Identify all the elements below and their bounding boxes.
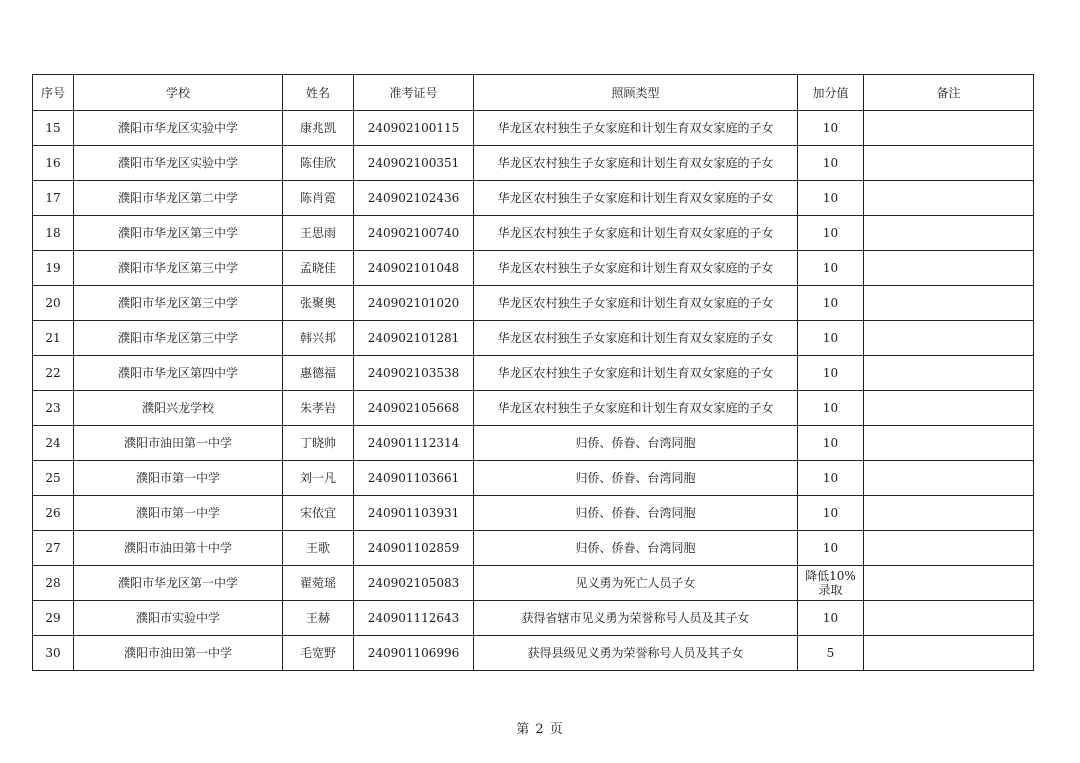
table-row: [33, 356, 1034, 391]
cell-index: 23: [33, 391, 74, 426]
cell-exam-number: 240902101048: [354, 251, 474, 286]
cell-name: 张聚奥: [283, 286, 354, 321]
cell-care-type: 华龙区农村独生子女家庭和计划生育双女家庭的子女: [474, 356, 798, 391]
cell-index: 15: [33, 111, 74, 146]
cell-exam-number: 240901106996: [354, 636, 474, 671]
cell-index: 18: [33, 216, 74, 251]
cell-exam-number: 240902105083: [354, 566, 474, 601]
cell-exam-number: 240902101281: [354, 321, 474, 356]
cell-school: 濮阳市实验中学: [74, 601, 283, 636]
cell-remarks: [864, 356, 1034, 391]
table-row: [33, 181, 1034, 216]
cell-exam-number: 240901102859: [354, 531, 474, 566]
table-row: [33, 286, 1034, 321]
cell-remarks: [864, 391, 1034, 426]
cell-care-type: 归侨、侨眷、台湾同胞: [474, 426, 798, 461]
cell-remarks: [864, 251, 1034, 286]
cell-name: 孟晓佳: [283, 251, 354, 286]
cell-care-type: 华龙区农村独生子女家庭和计划生育双女家庭的子女: [474, 286, 798, 321]
cell-remarks: [864, 216, 1034, 251]
cell-school: 濮阳市华龙区第三中学: [74, 216, 283, 251]
cell-index: 24: [33, 426, 74, 461]
table-row: [33, 251, 1034, 286]
cell-name: 陈肖霓: [283, 181, 354, 216]
cell-bonus-value: 5: [798, 636, 864, 671]
cell-index: 29: [33, 601, 74, 636]
cell-remarks: [864, 461, 1034, 496]
cell-care-type: 归侨、侨眷、台湾同胞: [474, 531, 798, 566]
cell-remarks: [864, 601, 1034, 636]
cell-care-type: 见义勇为死亡人员子女: [474, 566, 798, 601]
cell-remarks: [864, 531, 1034, 566]
cell-name: 惠德福: [283, 356, 354, 391]
cell-index: 21: [33, 321, 74, 356]
cell-bonus-value: 10: [798, 531, 864, 566]
cell-care-type: 华龙区农村独生子女家庭和计划生育双女家庭的子女: [474, 111, 798, 146]
cell-care-type: 华龙区农村独生子女家庭和计划生育双女家庭的子女: [474, 251, 798, 286]
cell-bonus-value: 10: [798, 391, 864, 426]
cell-remarks: [864, 321, 1034, 356]
cell-exam-number: 240902101020: [354, 286, 474, 321]
cell-name: 王思雨: [283, 216, 354, 251]
cell-school: 濮阳市华龙区实验中学: [74, 146, 283, 181]
cell-care-type: 华龙区农村独生子女家庭和计划生育双女家庭的子女: [474, 321, 798, 356]
cell-bonus-value: 10: [798, 321, 864, 356]
cell-exam-number: 240902105668: [354, 391, 474, 426]
cell-exam-number: 240902100351: [354, 146, 474, 181]
cell-care-type: 归侨、侨眷、台湾同胞: [474, 496, 798, 531]
cell-exam-number: 240901112643: [354, 601, 474, 636]
table-row: [33, 601, 1034, 636]
cell-school: 濮阳兴龙学校: [74, 391, 283, 426]
cell-care-type: 华龙区农村独生子女家庭和计划生育双女家庭的子女: [474, 391, 798, 426]
cell-school: 濮阳市油田第一中学: [74, 426, 283, 461]
cell-bonus-value: 10: [798, 111, 864, 146]
table-header-row: [33, 75, 1034, 111]
cell-index: 16: [33, 146, 74, 181]
cell-name: 翟菀瑶: [283, 566, 354, 601]
cell-name: 丁晓帅: [283, 426, 354, 461]
header-bonus-value: 加分值: [798, 75, 864, 111]
cell-index: 30: [33, 636, 74, 671]
header-index: 序号: [33, 75, 74, 111]
cell-remarks: [864, 496, 1034, 531]
cell-remarks: [864, 636, 1034, 671]
table-row: [33, 146, 1034, 181]
table-row: [33, 216, 1034, 251]
cell-name: 王赫: [283, 601, 354, 636]
table-row: [33, 111, 1034, 146]
page-number: 第 2 页: [516, 722, 564, 737]
cell-care-type: 华龙区农村独生子女家庭和计划生育双女家庭的子女: [474, 216, 798, 251]
table-body: [33, 111, 1034, 671]
cell-bonus-value: 10: [798, 496, 864, 531]
cell-name: 康兆凯: [283, 111, 354, 146]
cell-index: 22: [33, 356, 74, 391]
cell-bonus-value: 10: [798, 286, 864, 321]
cell-remarks: [864, 146, 1034, 181]
table-row: [33, 321, 1034, 356]
cell-index: 19: [33, 251, 74, 286]
table-row: [33, 566, 1034, 601]
cell-index: 20: [33, 286, 74, 321]
cell-school: 濮阳市华龙区第三中学: [74, 286, 283, 321]
header-school: 学校: [74, 75, 283, 111]
cell-remarks: [864, 286, 1034, 321]
cell-name: 刘一凡: [283, 461, 354, 496]
cell-school: 濮阳市第一中学: [74, 461, 283, 496]
cell-care-type: 获得省辖市见义勇为荣誉称号人员及其子女: [474, 601, 798, 636]
cell-remarks: [864, 181, 1034, 216]
score-bonus-table: [32, 74, 1034, 671]
cell-index: 17: [33, 181, 74, 216]
table-row: [33, 636, 1034, 671]
cell-care-type: 华龙区农村独生子女家庭和计划生育双女家庭的子女: [474, 146, 798, 181]
cell-school: 濮阳市华龙区第三中学: [74, 251, 283, 286]
cell-school: 濮阳市华龙区实验中学: [74, 111, 283, 146]
cell-remarks: [864, 111, 1034, 146]
table-row: [33, 426, 1034, 461]
cell-bonus-value: 10: [798, 461, 864, 496]
cell-bonus-value: 10: [798, 216, 864, 251]
cell-care-type: 归侨、侨眷、台湾同胞: [474, 461, 798, 496]
cell-bonus-value: 10: [798, 426, 864, 461]
cell-bonus-value: 10: [798, 146, 864, 181]
cell-remarks: [864, 566, 1034, 601]
header-care-type: 照顾类型: [474, 75, 798, 111]
cell-exam-number: 240901112314: [354, 426, 474, 461]
cell-school: 濮阳市油田第十中学: [74, 531, 283, 566]
cell-name: 王歌: [283, 531, 354, 566]
cell-index: 28: [33, 566, 74, 601]
cell-name: 宋依宜: [283, 496, 354, 531]
cell-exam-number: 240901103661: [354, 461, 474, 496]
cell-bonus-value: 10: [798, 356, 864, 391]
cell-bonus-value: 10: [798, 601, 864, 636]
cell-school: 濮阳市第一中学: [74, 496, 283, 531]
cell-school: 濮阳市华龙区第二中学: [74, 181, 283, 216]
header-name: 姓名: [283, 75, 354, 111]
score-bonus-table-sheet: [32, 74, 1033, 671]
header-exam-number: 准考证号: [354, 75, 474, 111]
table-row: [33, 461, 1034, 496]
cell-exam-number: 240902103538: [354, 356, 474, 391]
cell-school: 濮阳市华龙区第四中学: [74, 356, 283, 391]
cell-name: 毛宽野: [283, 636, 354, 671]
cell-remarks: [864, 426, 1034, 461]
cell-care-type: 获得县级见义勇为荣誉称号人员及其子女: [474, 636, 798, 671]
cell-bonus-value: 10: [798, 251, 864, 286]
cell-school: 濮阳市油田第一中学: [74, 636, 283, 671]
cell-school: 濮阳市华龙区第三中学: [74, 321, 283, 356]
cell-index: 27: [33, 531, 74, 566]
cell-exam-number: 240901103931: [354, 496, 474, 531]
table-row: [33, 531, 1034, 566]
cell-name: 陈佳欣: [283, 146, 354, 181]
cell-index: 25: [33, 461, 74, 496]
cell-bonus-value: 10: [798, 181, 864, 216]
cell-exam-number: 240902100740: [354, 216, 474, 251]
table-row: [33, 391, 1034, 426]
table-row: [33, 496, 1034, 531]
cell-care-type: 华龙区农村独生子女家庭和计划生育双女家庭的子女: [474, 181, 798, 216]
header-remarks: 备注: [864, 75, 1034, 111]
cell-school: 濮阳市华龙区第一中学: [74, 566, 283, 601]
cell-name: 朱孝岩: [283, 391, 354, 426]
cell-bonus-value: 降低10%录取: [798, 566, 864, 601]
cell-index: 26: [33, 496, 74, 531]
cell-exam-number: 240902100115: [354, 111, 474, 146]
cell-name: 韩兴邦: [283, 321, 354, 356]
cell-exam-number: 240902102436: [354, 181, 474, 216]
